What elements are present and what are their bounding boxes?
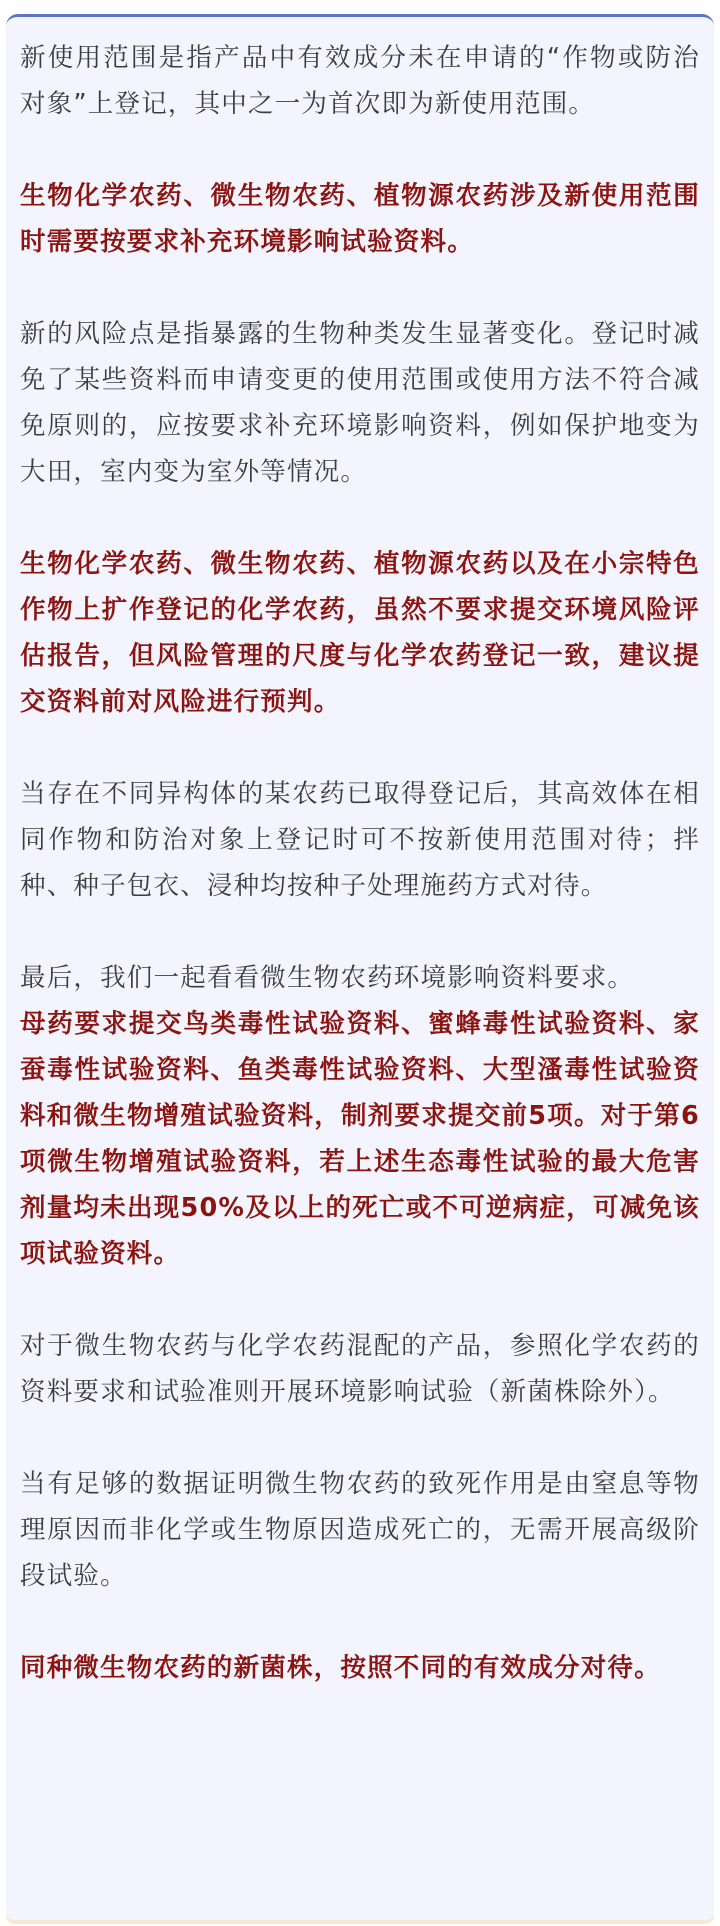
paragraph-bio-pesticide-new-scope: 生物化学农药、微生物农药、植物源农药涉及新使用范围时需要按要求补充环境影响试验资料。 xyxy=(20,181,700,257)
paragraph-gap xyxy=(20,265,700,311)
paragraph-microbial-intro: 最后，我们一起看看微生物农药环境影响资料要求。 xyxy=(20,963,635,993)
paragraph-gap xyxy=(20,909,700,955)
paragraph-mixed-products: 对于微生物农药与化学农药混配的产品，参照化学农药的资料要求和试验准则开展环境影响试验（新菌株除外）。 xyxy=(20,1331,700,1407)
paragraph-isomer-registration: 当存在不同异构体的某农药已取得登记后，其高效体在相同作物和防治对象上登记时可不按新使用范围对待；拌种、种子包衣、浸种均按种子处理施药方式对待。 xyxy=(20,779,700,901)
paragraph-new-risk-point: 新的风险点是指暴露的生物种类发生显著变化。登记时减免了某些资料而申请变更的使用范围或使用方法不符合减免原则的，应按要求补充环境影响资料，例如保护地变为大田，室内变为室外等情况。 xyxy=(20,319,700,487)
paragraph-gap xyxy=(20,1277,700,1323)
paragraph-gap xyxy=(20,725,700,771)
paragraph-risk-management: 生物化学农药、微生物农药、植物源农药以及在小宗特色作物上扩作登记的化学农药，虽然不要求提交环境风险评估报告，但风险管理的尺度与化学农药登记一致，建议提交资料前对风险进行预判。 xyxy=(20,549,700,717)
paragraph-microbial-requirements: 母药要求提交鸟类毒性试验资料、蜜蜂毒性试验资料、家蚕毒性试验资料、鱼类毒性试验资料、大型溞毒性试验资料和微生物增殖试验资料，制剂要求提交前5项。对于第6项微生物增殖试验资料，若上述生态毒性试验的最大危害剂量均未出现50%及以上的死亡或不可逆病症，可减免该项试验资料。 xyxy=(20,1009,700,1269)
paragraph-new-use-scope: 新使用范围是指产品中有效成分未在申请的“作物或防治对象”上登记，其中之一为首次即为新使用范围。 xyxy=(20,43,700,119)
paragraph-physical-causes: 当有足够的数据证明微生物农药的致死作用是由窒息等物理原因而非化学或生物原因造成死亡的，无需开展高级阶段试验。 xyxy=(20,1469,700,1591)
paragraph-gap xyxy=(20,1599,700,1645)
paragraph-gap xyxy=(20,495,700,541)
paragraph-gap xyxy=(20,127,700,173)
article-card xyxy=(6,14,714,1920)
paragraph-gap xyxy=(20,1415,700,1461)
paragraph-new-strain: 同种微生物农药的新菌株，按照不同的有效成分对待。 xyxy=(20,1653,661,1683)
